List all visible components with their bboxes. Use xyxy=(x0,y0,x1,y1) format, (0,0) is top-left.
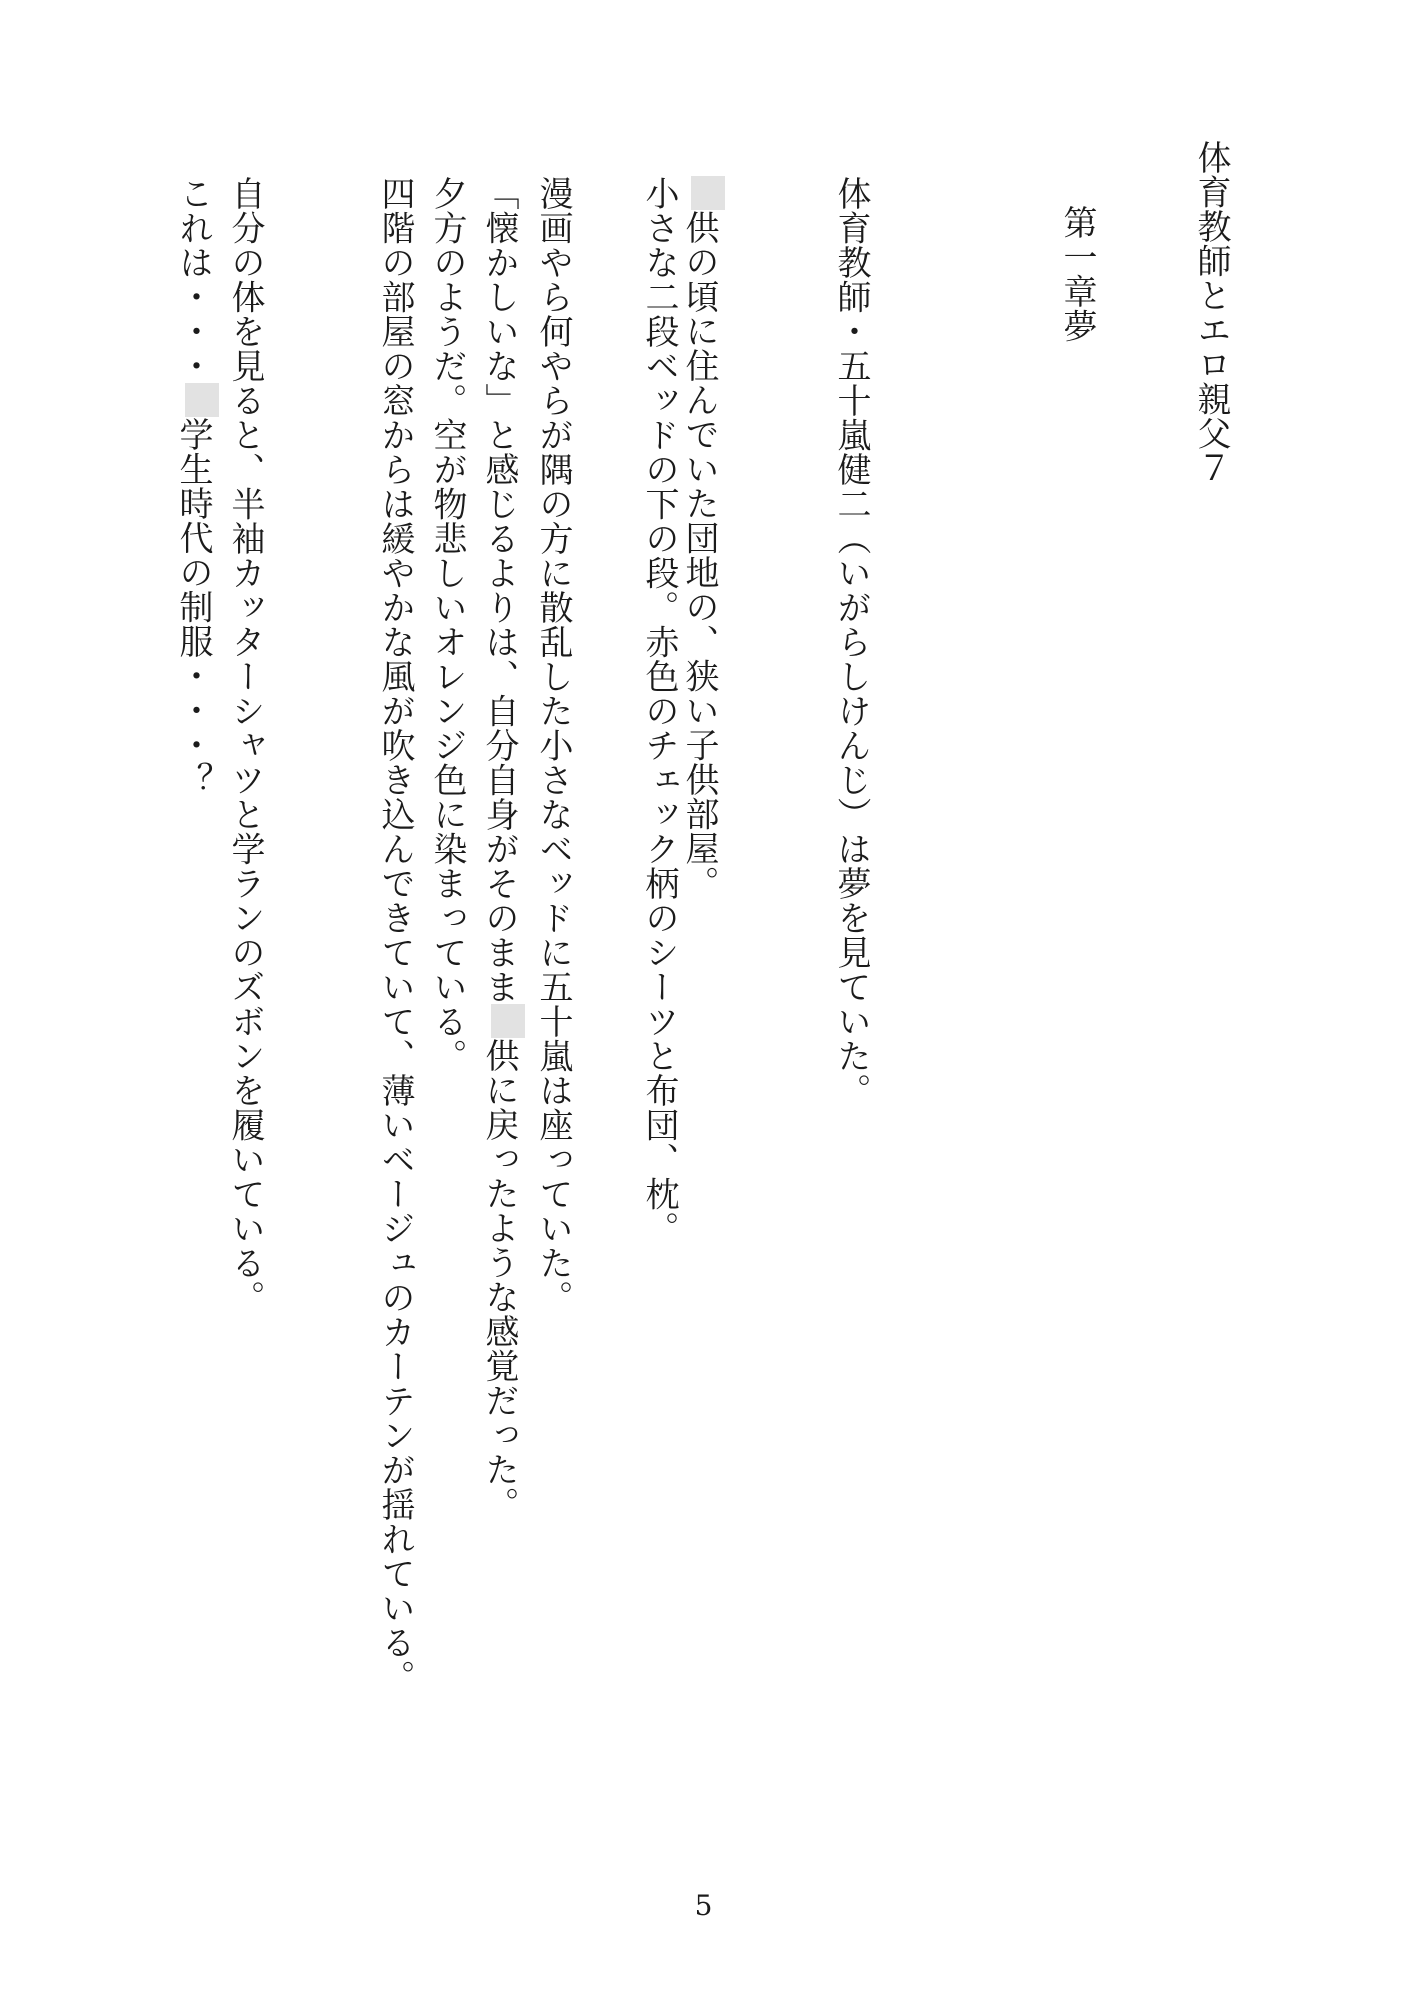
paragraph-9-text-b: 学生時代の制服・・・？ xyxy=(173,417,213,797)
document-title: 体育教師とエロ親父７ xyxy=(1191,140,1231,485)
redacted-character xyxy=(691,176,725,210)
paragraph-5-text-a: 「懐かしいな」と感じるよりは、自分自身がそのまま xyxy=(479,176,519,1004)
paragraph-5 xyxy=(476,176,525,1521)
paragraph-1: 体育教師・五十嵐健二（いがらしけんじ）は夢を見ていた。 xyxy=(831,176,871,1108)
chapter-name: 夢 xyxy=(1057,308,1097,343)
chapter-number: 第一章 xyxy=(1057,205,1097,309)
redacted-character xyxy=(185,383,219,417)
paragraph-3: 小さな二段ベッドの下の段。赤色のチェック柄のシーツと布団、枕。 xyxy=(639,176,679,1246)
paragraph-2-text: 供の頃に住んでいた団地の、狭い子供部屋。 xyxy=(679,210,719,900)
redacted-character xyxy=(491,1004,525,1038)
paragraph-9 xyxy=(170,176,219,797)
paragraph-2 xyxy=(676,176,725,900)
paragraph-7: 四階の部屋の窓からは緩やかな風が吹き込んできていて、薄いベージュのカーテンが揺れている。 xyxy=(375,176,415,1694)
paragraph-5-text-b: 供に戻ったような感覚だった。 xyxy=(479,1038,519,1521)
paragraph-4: 漫画やら何やらが隅の方に散乱した小さなベッドに五十嵐は座っていた。 xyxy=(533,176,573,1315)
page-number: 5 xyxy=(694,1889,713,1922)
chapter-heading xyxy=(1032,205,1122,343)
paragraph-6: 夕方のようだ。空が物悲しいオレンジ色に染まっている。 xyxy=(427,176,467,1073)
paragraph-8: 自分の体を見ると、半袖カッターシャツと学ランのズボンを履いている。 xyxy=(225,176,265,1315)
paragraph-9-text-a: これは・・・ xyxy=(173,176,213,383)
